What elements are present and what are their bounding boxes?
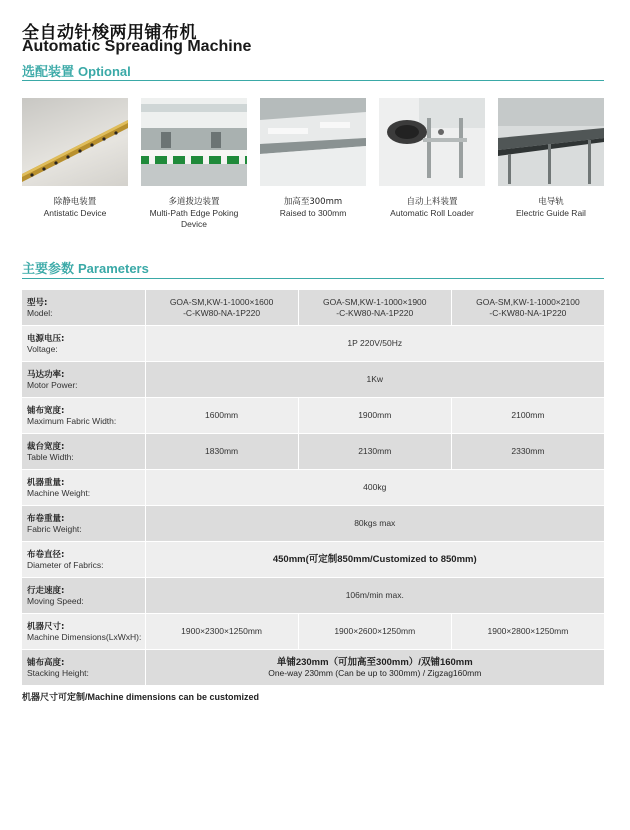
parameter-value-text: GOA-SM,KW-1-1000×1600 -C-KW80-NA-1P220 bbox=[169, 296, 274, 318]
edge-poking-device-image bbox=[141, 98, 247, 186]
parameter-value bbox=[451, 290, 604, 326]
parameter-value bbox=[451, 434, 604, 470]
parameter-label bbox=[22, 398, 145, 434]
parameter-row bbox=[22, 614, 604, 650]
parameter-label bbox=[22, 506, 145, 542]
parameter-value bbox=[145, 326, 604, 362]
parameter-value bbox=[145, 614, 298, 650]
parameter-label bbox=[22, 362, 145, 398]
parameter-value bbox=[145, 470, 604, 506]
parameter-row bbox=[22, 542, 604, 578]
roll-loader-image bbox=[379, 98, 485, 186]
optional-gallery bbox=[22, 98, 604, 238]
parameter-label-en: Machine Weight: bbox=[27, 487, 91, 498]
parameter-row bbox=[22, 434, 604, 470]
parameter-row bbox=[22, 326, 604, 362]
parameter-label-cn: 机器重量: bbox=[27, 477, 65, 488]
parameter-row bbox=[22, 506, 604, 542]
option-guide-rail bbox=[498, 98, 604, 219]
parameter-label-cn: 布卷直径: bbox=[27, 549, 65, 560]
parameter-label-en: Maximum Fabric Width: bbox=[27, 415, 117, 426]
guide-rail-image bbox=[498, 98, 604, 186]
parameter-row bbox=[22, 398, 604, 434]
option-caption-cn: 多道拨边装置 bbox=[168, 197, 220, 207]
parameter-label-cn: 行走速度: bbox=[27, 585, 65, 596]
option-caption-en: Raised to 300mm bbox=[279, 208, 347, 218]
parameter-value bbox=[145, 434, 298, 470]
optional-heading bbox=[22, 61, 131, 80]
parameter-value bbox=[298, 614, 451, 650]
raised-300mm-image bbox=[260, 98, 366, 186]
option-caption-cn: 加高至300mm bbox=[283, 197, 343, 207]
option-edge-poking bbox=[141, 98, 247, 230]
option-antistatic bbox=[22, 98, 128, 219]
parameter-label-en: Stacking Height: bbox=[27, 667, 89, 678]
parameter-label-en: Machine Dimensions(LxWxH): bbox=[27, 631, 142, 642]
parameter-value-text: 2130mm bbox=[358, 446, 392, 456]
parameter-value bbox=[145, 362, 604, 398]
optional-rule bbox=[22, 80, 604, 81]
parameter-value bbox=[298, 290, 451, 326]
parameter-value bbox=[451, 614, 604, 650]
option-caption-en: Automatic Roll Loader bbox=[390, 208, 474, 218]
parameter-label-en: Diameter of Fabrics: bbox=[27, 559, 104, 570]
parameter-label-en: Fabric Weight: bbox=[27, 523, 82, 534]
parameter-value bbox=[145, 578, 604, 614]
parameter-label bbox=[22, 470, 145, 506]
optional-heading-en: Optional bbox=[78, 64, 131, 79]
option-caption-en: Multi-Path Edge Poking Device bbox=[149, 208, 239, 229]
footnote: 机器尺寸可定制/Machine dimensions can be customized bbox=[22, 692, 260, 702]
parameter-label bbox=[22, 326, 145, 362]
antistatic-device-image bbox=[22, 98, 128, 186]
title-en: Automatic Spreading Machine bbox=[22, 38, 252, 55]
parameter-row bbox=[22, 650, 604, 686]
parameter-value-text: GOA-SM,KW-1-1000×1900 -C-KW80-NA-1P220 bbox=[322, 296, 427, 318]
option-caption-en: Electric Guide Rail bbox=[516, 208, 586, 218]
parameter-label-cn: 铺布高度: bbox=[27, 657, 65, 668]
parameter-label bbox=[22, 614, 145, 650]
parameter-value-text: 1900×2300×1250mm bbox=[181, 626, 262, 636]
parameter-label-en: Model: bbox=[27, 307, 53, 318]
parameter-value bbox=[451, 398, 604, 434]
parameter-value-text: 400kg bbox=[363, 482, 387, 492]
parameter-label-en: Voltage: bbox=[27, 343, 58, 354]
parameter-row bbox=[22, 578, 604, 614]
parameter-value-text: 80kgs max bbox=[354, 518, 396, 528]
parameter-label-cn: 马达功率: bbox=[27, 369, 65, 380]
parameter-value-text: GOA-SM,KW-1-1000×2100 -C-KW80-NA-1P220 bbox=[476, 296, 580, 318]
parameter-label bbox=[22, 290, 145, 326]
parameter-value-text: 1Kw bbox=[366, 374, 384, 384]
parameter-value bbox=[145, 650, 604, 686]
parameters-heading-en: Parameters bbox=[78, 261, 149, 276]
parameter-value-text: 1P 220V/50Hz bbox=[347, 338, 403, 348]
parameter-row bbox=[22, 470, 604, 506]
parameter-value-text: 1830mm bbox=[205, 446, 239, 456]
option-raised bbox=[260, 98, 366, 219]
parameters-rule bbox=[22, 278, 604, 279]
parameter-row bbox=[22, 362, 604, 398]
parameter-value-text: 2100mm bbox=[511, 410, 545, 420]
parameter-value bbox=[298, 434, 451, 470]
parameters-heading bbox=[22, 258, 149, 277]
parameter-label-en: Table Width: bbox=[27, 451, 74, 462]
parameter-value-text: 106m/min max. bbox=[345, 590, 404, 600]
parameter-value bbox=[145, 542, 604, 578]
parameter-label-cn: 型号: bbox=[27, 297, 48, 308]
parameter-value-text: 1900mm bbox=[358, 410, 392, 420]
parameter-label-en: Motor Power: bbox=[27, 379, 78, 390]
parameter-value-subtext: One-way 230mm (Can be up to 300mm) / Zigzag160mm bbox=[268, 667, 482, 678]
parameter-value bbox=[145, 506, 604, 542]
parameter-label bbox=[22, 578, 145, 614]
parameter-value-text: 1600mm bbox=[205, 410, 239, 420]
parameter-value-text: 单铺230mm（可加高至300mm）/双铺160mm bbox=[276, 656, 473, 668]
parameter-label bbox=[22, 650, 145, 686]
title-cn: 全自动针梭两用铺布机 bbox=[22, 23, 197, 43]
parameter-label-cn: 布卷重量: bbox=[27, 513, 65, 524]
parameter-label-cn: 电源电压: bbox=[27, 333, 65, 344]
option-roll-loader bbox=[379, 98, 485, 219]
parameter-label-cn: 机器尺寸: bbox=[27, 621, 65, 632]
option-caption-cn: 电导轨 bbox=[538, 197, 564, 207]
parameter-label-en: Moving Speed: bbox=[27, 595, 84, 606]
option-caption-cn: 自动上料装置 bbox=[406, 197, 458, 207]
parameter-value bbox=[145, 398, 298, 434]
parameter-label bbox=[22, 542, 145, 578]
parameter-label-cn: 裁台宽度: bbox=[27, 441, 65, 452]
option-caption-en: Antistatic Device bbox=[43, 208, 107, 218]
parameter-value bbox=[298, 398, 451, 434]
parameter-value-text: 2330mm bbox=[511, 446, 545, 456]
parameter-label-cn: 铺布宽度: bbox=[27, 405, 65, 416]
parameter-value bbox=[145, 290, 298, 326]
optional-heading-cn: 选配装置 bbox=[22, 65, 75, 80]
parameter-label bbox=[22, 434, 145, 470]
parameter-value-text: 450mm(可定制850mm/Customized to 850mm) bbox=[272, 554, 477, 565]
parameters-heading-cn: 主要参数 bbox=[22, 262, 75, 277]
parameters-table bbox=[22, 290, 604, 686]
option-caption-cn: 除静电装置 bbox=[53, 197, 97, 207]
parameter-row bbox=[22, 290, 604, 326]
parameter-value-text: 1900×2600×1250mm bbox=[334, 626, 416, 636]
parameter-value-text: 1900×2800×1250mm bbox=[487, 626, 569, 636]
